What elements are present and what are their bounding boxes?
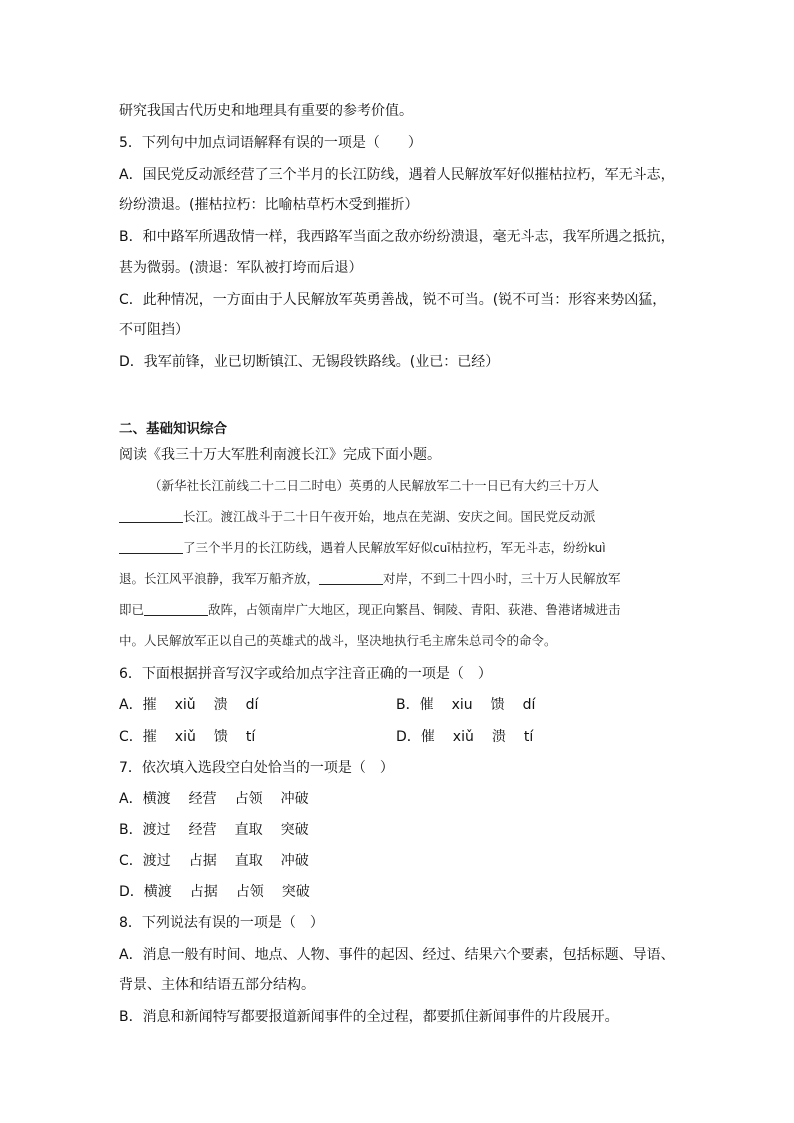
q6-c-char1: C．摧: [119, 729, 157, 745]
q6-b-py1: xiu: [451, 697, 473, 713]
q7-d-2: 占据: [189, 884, 218, 900]
q7-c-2: 占据: [188, 853, 217, 869]
q6-option-d: [396, 727, 533, 747]
q7-a-1: A．横渡: [119, 791, 171, 807]
q7-c-1: C．渡过: [119, 853, 171, 869]
q7-b-1: B．渡过: [119, 822, 171, 838]
q7-d-4: 突破: [281, 884, 310, 900]
section-heading: 二、基础知识综合: [119, 421, 227, 437]
q6-d-py2: tí: [523, 729, 534, 745]
q5-stem: 5．下列句中加点词语解释有误的一项是（ ）: [119, 135, 422, 151]
q6-a-char1: A．摧: [119, 697, 157, 713]
q5-option-a-line1: A．国民党反动派经营了三个半月的长江防线，遇着人民解放军好似摧枯拉朽，军无斗志，: [119, 167, 675, 183]
q7-a-2: 经营: [188, 791, 217, 807]
q7-option-a: [119, 789, 309, 809]
passage-line-3-text-a: 了三个半月的长江防线，遇着人民解放军好似: [183, 540, 434, 555]
passage-line-2-text: 长江。渡江战斗于二十日午夜开始，地点在芜湖、安庆之间。国民党反动派: [183, 509, 596, 524]
passage-line-3: [119, 538, 679, 558]
pinyin-cui: cuī: [433, 541, 451, 555]
q6-d-char2: 溃: [491, 729, 506, 745]
blank-4: [144, 601, 208, 616]
passage-line-4-text-a: 退。长江风平浪静，我军万船齐放，: [119, 571, 320, 586]
passage-line-3-text-b: 枯拉朽，军无斗志，纷纷: [450, 540, 589, 555]
q6-c-char2: 馈: [213, 729, 228, 745]
passage-line-4: [119, 569, 679, 589]
q5-option-b-line2: 甚为微弱。(溃退：军队被打垮而后退）: [119, 260, 363, 276]
q8-option-a-line1: A．消息一般有时间、地点、人物、事件的起因、经过、结果六个要素，包括标题、导语、: [119, 947, 675, 963]
q6-stem: 6．下面根据拼音写汉字或给加点字注音正确的一项是（ ）: [119, 666, 492, 682]
passage-line-1: （新华社长江前线二十二日二时电）英勇的人民解放军二十一日已有大约三十万人: [149, 478, 600, 493]
q7-a-3: 占领: [234, 791, 263, 807]
q7-d-1: D．横渡: [119, 884, 172, 900]
pinyin-kui: kuì: [588, 541, 606, 555]
q6-b-char2: 馈: [490, 697, 505, 713]
q8-option-b: B．消息和新闻特写都要报道新闻事件的全过程，都要抓住新闻事件的片段展开。: [119, 1009, 619, 1025]
q7-option-d: [119, 882, 310, 902]
blank-3: [319, 570, 383, 585]
q5-option-d: D．我军前锋，业已切断镇江、无锡段铁路线。(业已：已经）: [119, 354, 500, 370]
blank-1: [119, 508, 183, 523]
q7-c-3: 直取: [234, 853, 263, 869]
q6-option-c: [119, 727, 255, 747]
q7-c-4: 冲破: [280, 853, 309, 869]
passage-line-2: [119, 507, 679, 527]
q8-stem: 8．下列说法有误的一项是（ ）: [119, 915, 324, 931]
q5-option-c-line1: C．此种情况，一方面由于人民解放军英勇善战，锐不可当。(锐不可当：形容来势凶猛，: [119, 292, 667, 308]
q8-option-a-line2: 背景、主体和结语五部分结构。: [119, 977, 315, 993]
q6-b-char1: B．催: [396, 697, 434, 713]
q7-option-b: [119, 820, 309, 840]
q6-option-b: [396, 695, 535, 715]
passage-line-5: [119, 600, 679, 620]
q7-d-3: 占领: [235, 884, 264, 900]
section-prompt: 阅读《我三十万大军胜利南渡长江》完成下面小题。: [119, 447, 441, 463]
q6-d-char1: D．催: [396, 729, 435, 745]
q7-a-4: 冲破: [280, 791, 309, 807]
passage-line-6: 中。人民解放军正以自己的英雄式的战斗，坚决地执行毛主席朱总司令的命令。: [119, 633, 557, 648]
q5-option-a-line2: 纷纷溃退。(摧枯拉朽：比喻枯草朽木受到摧折）: [119, 197, 419, 213]
q6-c-py1: xiǔ: [174, 729, 196, 745]
q6-a-char2: 溃: [213, 697, 228, 713]
q7-stem: 7．依次填入选段空白处恰当的一项是（ ）: [119, 760, 394, 776]
q5-option-b-line1: B．和中路军所遇敌情一样，我西路军当面之敌亦纷纷溃退，毫无斗志，我军所遇之抵抗，: [119, 229, 675, 245]
q6-d-py1: xiǔ: [452, 729, 474, 745]
passage-line-5-text-b: 敌阵，占领南岸广大地区，现正向繁昌、铜陵、青阳、荻港、鲁港诸城进击: [208, 602, 621, 617]
blank-2: [119, 539, 183, 554]
q6-c-py2: tí: [245, 729, 256, 745]
intro-tail: 研究我国古代历史和地理具有重要的参考价值。: [119, 103, 413, 119]
q6-a-py2: dí: [245, 697, 259, 713]
passage-line-4-text-b: 对岸，不到二十四小时，三十万人民解放军: [383, 571, 621, 586]
q6-a-py1: xiǔ: [174, 697, 196, 713]
q7-b-3: 直取: [234, 822, 263, 838]
q7-option-c: [119, 851, 309, 871]
q6-option-a: [119, 695, 258, 715]
q5-option-c-line2: 不可阻挡）: [119, 322, 189, 338]
q6-b-py2: dí: [522, 697, 536, 713]
passage-line-5-text-a: 即已: [119, 602, 145, 617]
q7-b-4: 突破: [280, 822, 309, 838]
q7-b-2: 经营: [188, 822, 217, 838]
